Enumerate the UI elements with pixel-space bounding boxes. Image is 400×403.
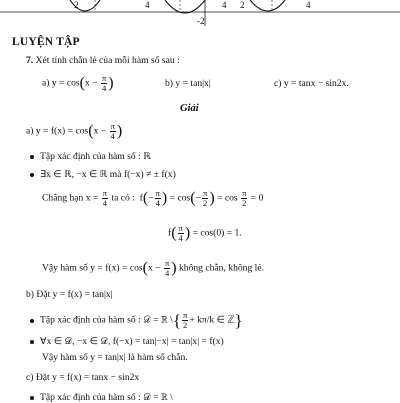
x-minus: x − xyxy=(84,77,98,89)
example-lead: Chẳng hạn x = xyxy=(42,192,99,204)
denominator: 4 xyxy=(178,233,183,243)
part-b-domain: Tập xác định của hàm số : 𝒟 = ℝ \{ $\frac{\pi}{2}$ + kπ/k ∈ ℤ} xyxy=(30,311,243,330)
part-a-def: y = f(x) = cos xyxy=(35,125,89,137)
denominator: 4 xyxy=(110,131,115,141)
part-b-property xyxy=(30,337,224,347)
example-result-2: = cos(0) = 1. xyxy=(192,227,242,239)
denominator: 4 xyxy=(164,268,170,278)
denominator: 4 xyxy=(102,83,107,93)
fraction-pi-4 xyxy=(110,122,116,141)
x-minus: x − xyxy=(147,262,161,274)
conclusion-lead: Vậy hàm số y = f(x) = cos xyxy=(42,262,143,274)
numerator: π xyxy=(102,73,107,83)
option-b-label: b) xyxy=(165,78,173,89)
numerator: π xyxy=(242,188,247,198)
denominator: 4 xyxy=(102,198,107,208)
bullet-icon xyxy=(30,340,34,344)
bullet-icon xyxy=(30,173,34,177)
fraction-pi-2 xyxy=(202,189,208,208)
option-c-func: y = tanx − sin2x. xyxy=(283,78,349,89)
example-eq1: = cos xyxy=(169,192,191,204)
example-mid: ta có : xyxy=(111,192,135,204)
fraction-pi-4 xyxy=(102,189,108,208)
curve-segment-2 xyxy=(165,0,205,13)
f-symbol: f xyxy=(168,227,172,239)
exercise-number: 7. xyxy=(26,55,34,66)
part-a-label: a) xyxy=(26,125,34,137)
part-a-exists xyxy=(30,170,176,180)
exercise-option-a: a) y = cos(x − $\frac{\pi}{4}$ ) xyxy=(42,73,114,93)
option-a-func: y = cos xyxy=(51,77,80,89)
part-c-definition xyxy=(26,373,139,383)
graph-label-6: 4 xyxy=(306,0,311,10)
numerator: π xyxy=(183,310,188,320)
denominator: 2 xyxy=(183,320,188,330)
numerator: π xyxy=(102,188,108,198)
graph-label-4: 4 xyxy=(222,0,227,10)
numerator: π xyxy=(203,188,208,198)
f-symbol: f xyxy=(139,192,143,204)
part-a-exists-text: ∃x ∈ ℝ, −x ∈ ℝ mà f(−x) ≠ ± f(x) xyxy=(40,169,176,180)
minus-sign: − xyxy=(195,192,202,204)
denominator: 4 xyxy=(155,198,160,208)
minus-sign: − xyxy=(148,192,154,204)
option-a-label: a) xyxy=(42,77,50,89)
numerator: π xyxy=(110,121,115,131)
option-b-func: y = tan|x| xyxy=(175,78,211,89)
numerator: π xyxy=(178,223,183,233)
fraction-pi-4 xyxy=(155,189,161,208)
solution-title: Giải xyxy=(180,103,199,114)
part-b-domain-tail: + kπ/k ∈ ℤ xyxy=(189,314,235,326)
numerator: π xyxy=(164,258,170,268)
section-heading: LUYỆN TẬP xyxy=(12,36,80,48)
part-b-conclusion: Vậy hàm số y = tan|x| là hàm số chẵn. xyxy=(42,352,188,363)
denominator: 2 xyxy=(203,198,208,208)
x-minus: x − xyxy=(93,125,107,137)
exercise-option-b xyxy=(165,79,211,89)
fraction-pi-4 xyxy=(178,224,184,243)
part-c-domain-text: Tập xác định của hàm số : 𝒟 = ℝ \ xyxy=(40,392,173,403)
part-b-property-text: ∀x ∈ 𝒟, −x ∈ 𝒟, f(−x) = tan|−x| = tan|x| = f(x) xyxy=(40,336,224,347)
part-a-domain xyxy=(30,152,151,162)
exercise-prompt-text: Xét tính chẵn lẻ của mỗi hàm số sau : xyxy=(35,55,180,66)
option-c-label: c) xyxy=(274,78,282,89)
graph-label-5: 2 xyxy=(240,0,245,10)
bullet-icon xyxy=(30,396,34,400)
example-eq2: = cos xyxy=(217,192,238,204)
part-a-domain-text: Tập xác định của hàm số : ℝ xyxy=(40,151,151,162)
exercise-option-c xyxy=(274,79,349,89)
bullet-icon xyxy=(30,155,34,159)
curve-segment-3 xyxy=(250,0,285,11)
part-c-def: Đặt y = f(x) = tanx − sin2x xyxy=(35,372,140,383)
part-b-domain-text: Tập xác định của hàm số : 𝒟 = ℝ \ xyxy=(40,314,173,326)
sine-graph-fragment xyxy=(0,0,400,28)
part-a-example: Chẳng hạn x = $\frac{\pi}{4}$ ta có : f(− $\frac{\pi}{4}$ ) = cos(− $\frac{\pi}{2}$ ) = cos $\frac{\pi}{2}$ = 0 xyxy=(42,188,264,208)
fraction-pi-4 xyxy=(101,74,107,93)
fraction-pi-2 xyxy=(182,311,188,330)
part-c-domain-partial xyxy=(30,393,173,403)
graph-label-3: -2 xyxy=(197,16,205,26)
bullet-icon xyxy=(30,319,34,323)
fraction-pi-2 xyxy=(241,189,247,208)
fraction-pi-4 xyxy=(164,259,170,278)
graph-label-2: 4 xyxy=(145,0,150,10)
part-a-conclusion: Vậy hàm số y = f(x) = cos(x − $\frac{\pi}{4}$ ) không chẵn, không lẻ. xyxy=(42,258,264,278)
numerator: π xyxy=(155,188,160,198)
part-a-definition: a) y = f(x) = cos(x − $\frac{\pi}{4}$ ) xyxy=(26,121,123,141)
example-result-1: = 0 xyxy=(250,192,264,204)
part-c-label: c) xyxy=(26,372,34,383)
exercise-prompt xyxy=(26,56,180,66)
part-b-label: b) xyxy=(26,289,34,300)
part-a-example-2: f( $\frac{\pi}{4}$ ) = cos(0) = 1. xyxy=(168,223,242,243)
conclusion-tail: không chẵn, không lẻ. xyxy=(178,262,264,274)
part-b-def: Đặt y = f(x) = tan|x| xyxy=(36,289,113,300)
denominator: 2 xyxy=(242,198,247,208)
graph-label-1: 2 xyxy=(74,0,79,10)
part-b-definition xyxy=(26,290,113,300)
